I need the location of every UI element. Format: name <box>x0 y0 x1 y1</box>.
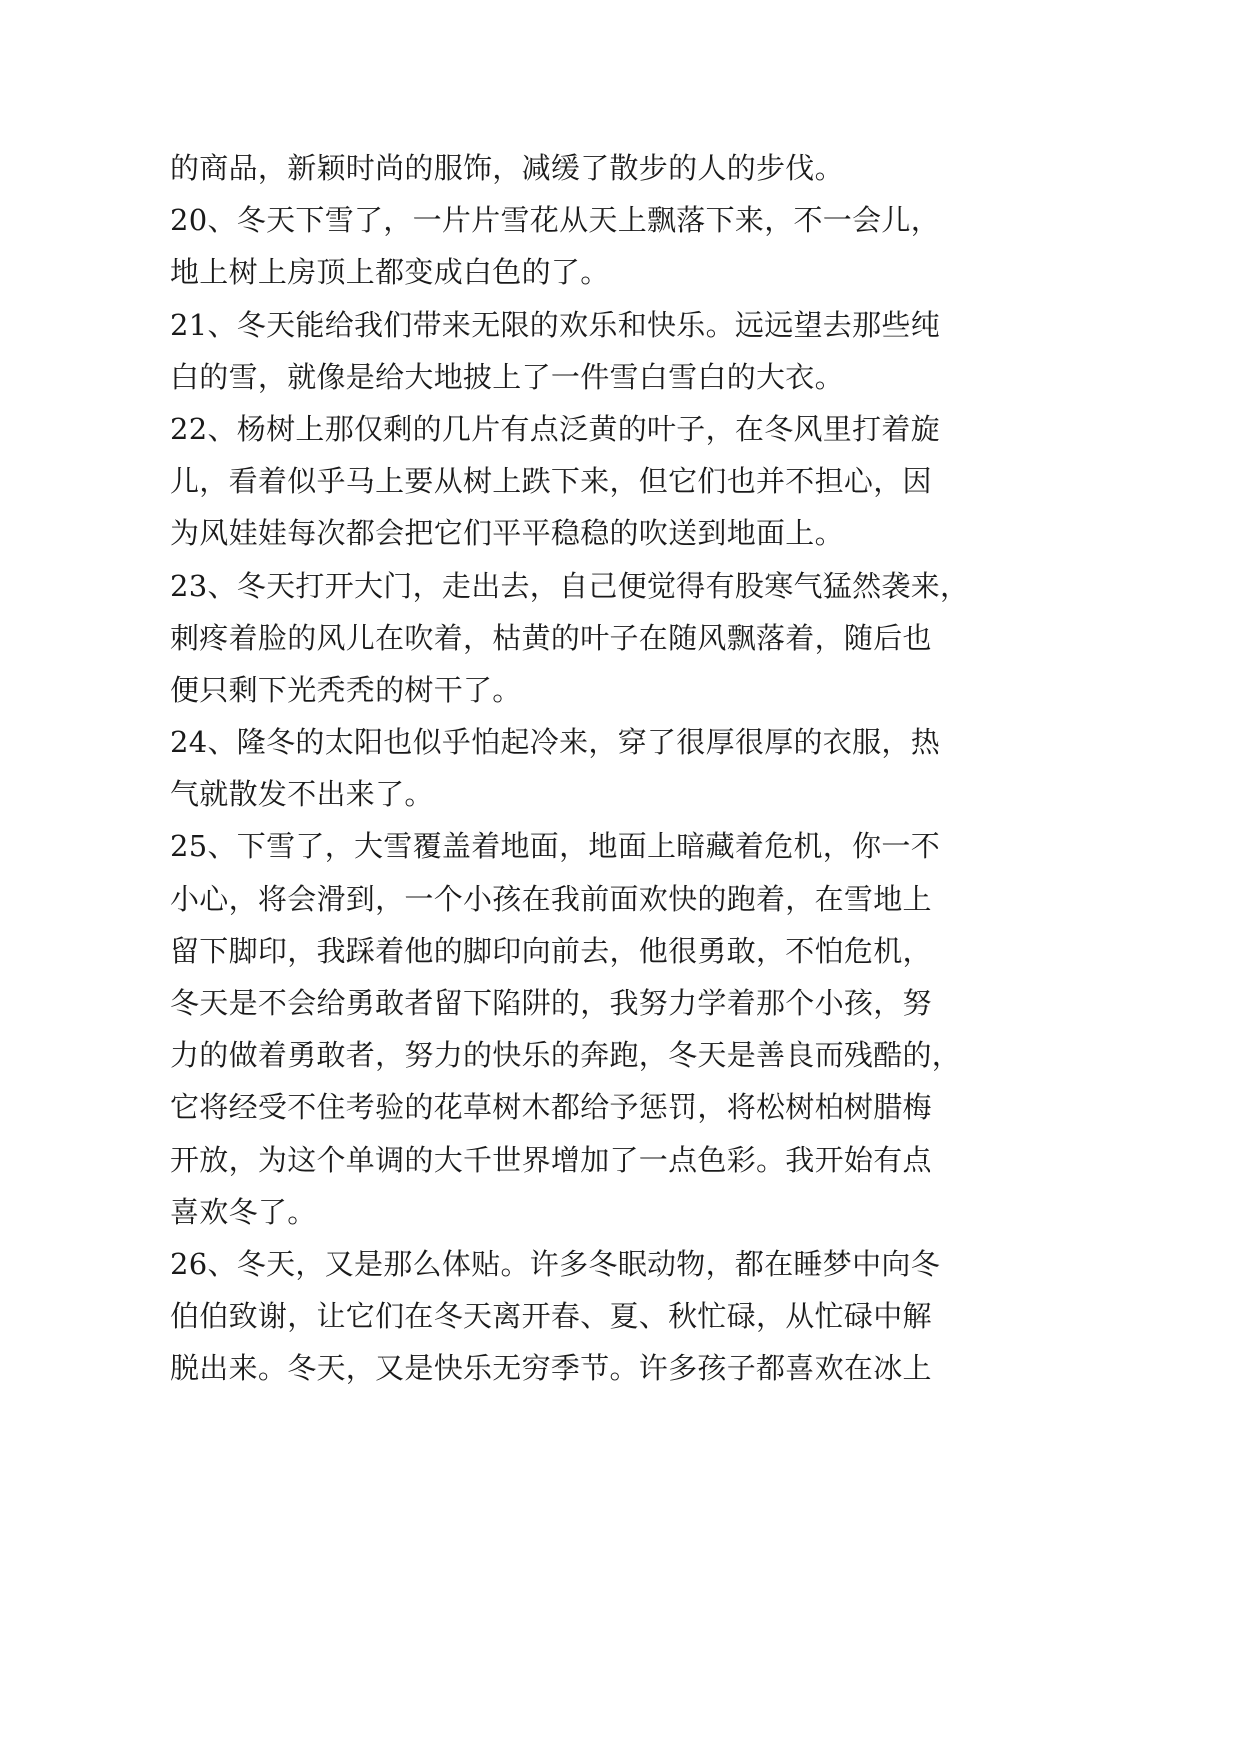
text-line: 小心，将会滑到，一个小孩在我前面欢快的跑着，在雪地上 <box>170 881 932 916</box>
text-line: 22、杨树上那仅剩的几片有点泛黄的叶子，在冬风里打着旋 <box>170 411 941 446</box>
text-line: 留下脚印，我踩着他的脚印向前去，他很勇敢，不怕危机， <box>170 933 932 968</box>
text-line: 25、下雪了，大雪覆盖着地面，地面上暗藏着危机，你一不 <box>170 829 941 864</box>
text-line: 白的雪，就像是给大地披上了一件雪白雪白的大衣。 <box>170 359 844 394</box>
text-line: 的商品，新颖时尚的服饰，减缓了散步的人的步伐。 <box>170 151 844 185</box>
text-line: 它将经受不住考验的花草树木都给予惩罚，将松树柏树腊梅 <box>170 1090 932 1125</box>
text-line: 儿，看着似乎马上要从树上跌下来，但它们也并不担心，因 <box>170 464 932 499</box>
text-line: 脱出来。冬天，又是快乐无穷季节。许多孩子都喜欢在冰上 <box>170 1351 932 1386</box>
text-line: 地上树上房顶上都变成白色的了。 <box>170 255 610 290</box>
body-text <box>170 142 970 1395</box>
text-line: 21、冬天能给我们带来无限的欢乐和快乐。远远望去那些纯 <box>170 307 941 342</box>
text-line: 喜欢冬了。 <box>170 1194 317 1229</box>
text-line: 26、冬天，又是那么体贴。许多冬眠动物，都在睡梦中向冬 <box>170 1246 941 1281</box>
text-line: 开放，为这个单调的大千世界增加了一点色彩。我开始有点 <box>170 1142 932 1177</box>
text-line: 冬天是不会给勇敢者留下陷阱的，我努力学着那个小孩，努 <box>170 986 932 1020</box>
text-line: 24、隆冬的太阳也似乎怕起冷来，穿了很厚很厚的衣服，热 <box>170 725 941 760</box>
text-line: 23、冬天打开大门，走出去，自己便觉得有股寒气猛然袭来， <box>170 568 970 603</box>
text-line: 20、冬天下雪了，一片片雪花从天上飘落下来，不一会儿， <box>170 203 941 238</box>
text-line: 气就散发不出来了。 <box>170 777 434 812</box>
text-line: 力的做着勇敢者，努力的快乐的奔跑，冬天是善良而残酷的， <box>170 1038 962 1073</box>
text-line: 为风娃娃每次都会把它们平平稳稳的吹送到地面上。 <box>170 516 844 551</box>
text-line: 便只剩下光秃秃的树干了。 <box>170 672 522 707</box>
text-line: 伯伯致谢，让它们在冬天离开春、夏、秋忙碌，从忙碌中解 <box>170 1299 932 1334</box>
text-line: 刺疼着脸的风儿在吹着，枯黄的叶子在随风飘落着，随后也 <box>170 620 932 655</box>
